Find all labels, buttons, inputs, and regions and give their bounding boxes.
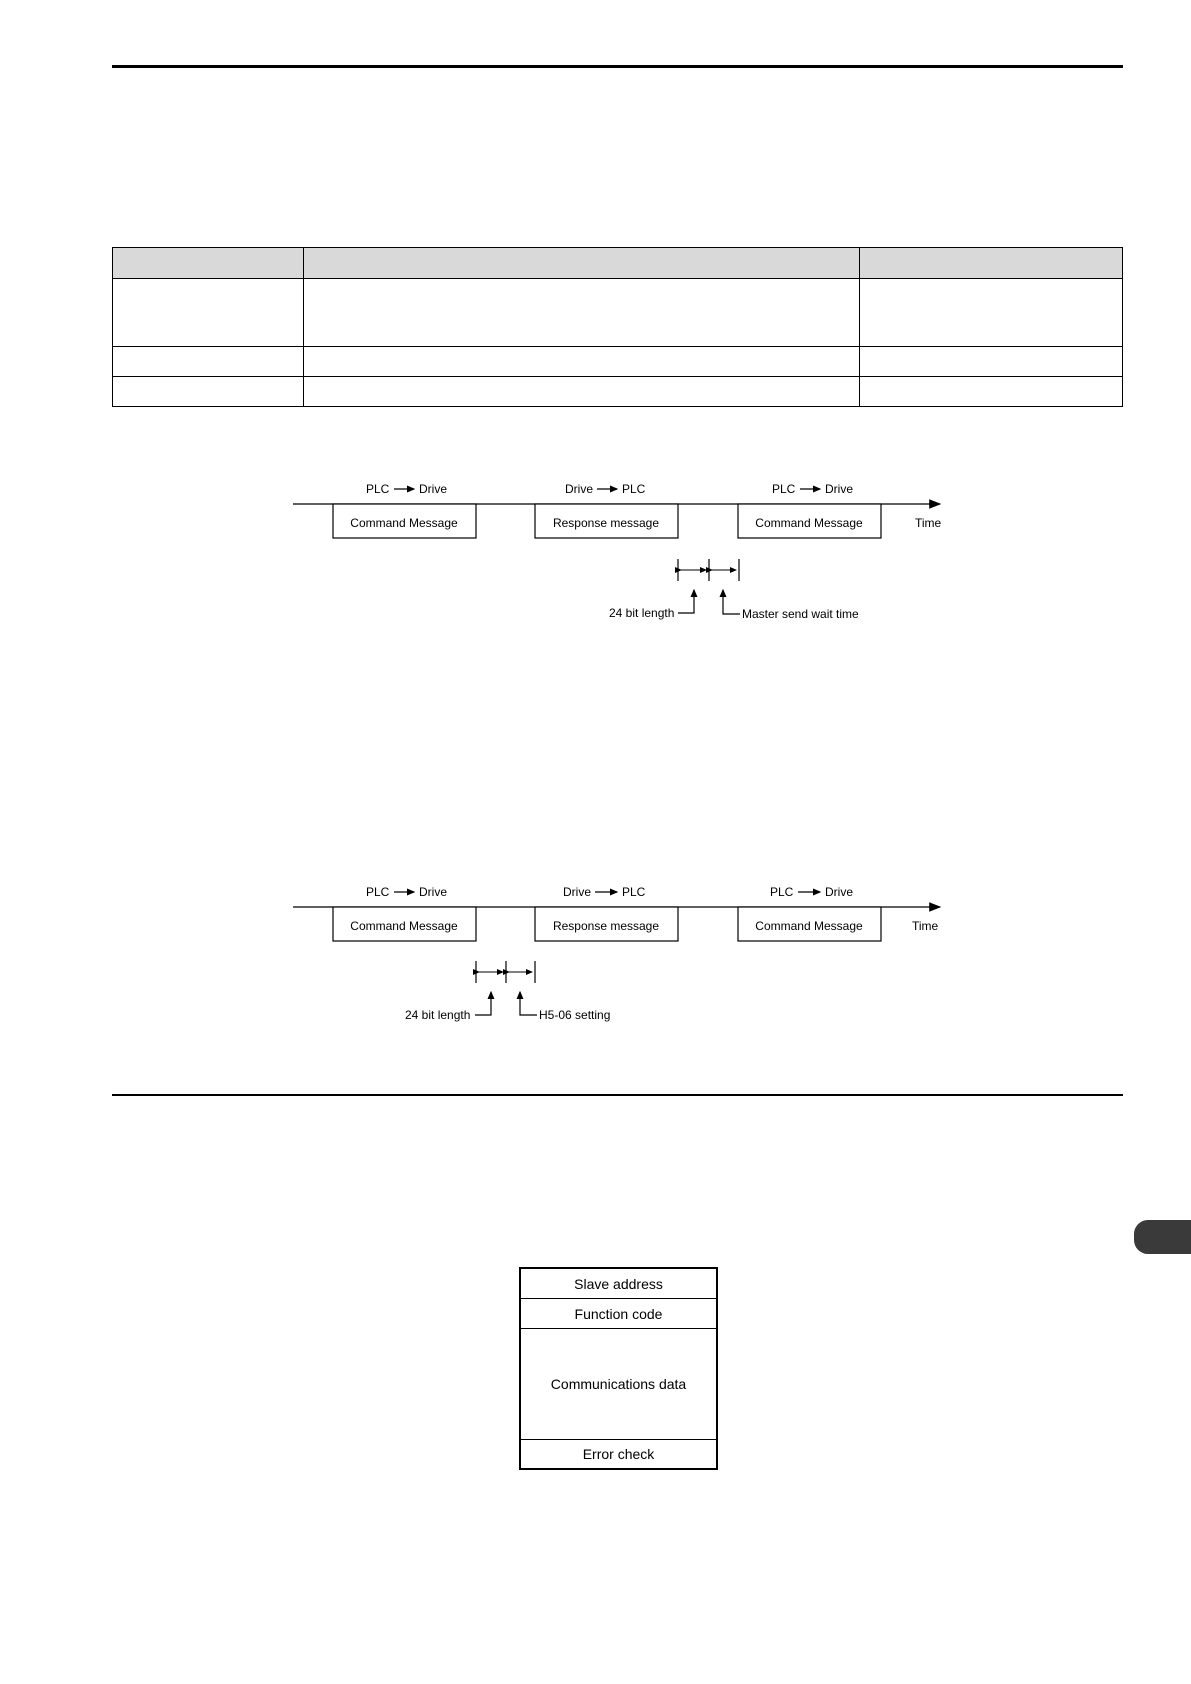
table-header-cell [860, 248, 1123, 279]
direction-label: Drive [563, 885, 592, 899]
timing-diagram-h5-06 [0, 872, 1191, 1032]
table-cell [304, 377, 860, 407]
direction-label: Drive [565, 482, 594, 496]
direction-label: PLC [622, 482, 646, 496]
command-message-label: Command Message [755, 919, 863, 933]
message-frame-structure [519, 1267, 718, 1470]
direction-label: PLC [772, 482, 796, 496]
direction-label: PLC [622, 885, 646, 899]
table-header-row [113, 248, 1123, 279]
table-row [113, 279, 1123, 347]
bit-length-label: 24 bit length [609, 606, 675, 620]
direction-label: PLC [366, 482, 390, 496]
direction-label: Drive [419, 885, 448, 899]
wait-time-label: Master send wait time [742, 607, 859, 621]
command-message-label: Command Message [350, 919, 458, 933]
table-cell [304, 279, 860, 347]
direction-label: PLC [770, 885, 794, 899]
h5-06-label: H5-06 setting [539, 1008, 611, 1022]
table-cell [860, 347, 1123, 377]
error-check-field: Error check [582, 1446, 655, 1462]
table-cell [113, 347, 304, 377]
direction-label: Drive [825, 482, 854, 496]
bit-length-label: 24 bit length [405, 1008, 471, 1022]
communications-data-field: Communications data [521, 1329, 716, 1440]
table-row [113, 347, 1123, 377]
direction-label: PLC [366, 885, 390, 899]
time-label: Time [915, 516, 942, 530]
table-cell [113, 279, 304, 347]
table-cell [113, 377, 304, 407]
table-header-cell [113, 248, 304, 279]
table-row [113, 377, 1123, 407]
section-rule [112, 1094, 1123, 1096]
timing-table [112, 247, 1123, 407]
chapter-tab [1134, 1220, 1191, 1254]
response-message-label: Response message [552, 919, 660, 933]
slave-address-field: Slave address [521, 1269, 716, 1299]
command-message-label: Command Message [755, 516, 863, 530]
command-message-label: Command Message [350, 516, 458, 530]
table-header-cell [304, 248, 860, 279]
function-code-field: Function code [521, 1299, 716, 1329]
timing-diagram-master-wait [0, 470, 1191, 630]
direction-label: Drive [825, 885, 854, 899]
table-cell [304, 347, 860, 377]
top-rule [112, 65, 1123, 68]
table-cell [860, 279, 1123, 347]
time-label: Time [912, 919, 939, 933]
direction-label: Drive [419, 482, 448, 496]
table-cell [860, 377, 1123, 407]
response-message-label: Response message [552, 516, 660, 530]
